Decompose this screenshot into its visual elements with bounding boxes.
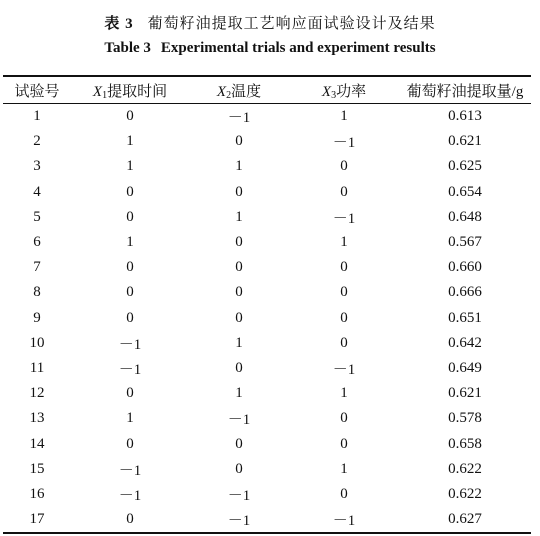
x3-cell: 0 (340, 284, 348, 301)
x1-cell: 1 (126, 158, 134, 175)
x1-cell: 0 (126, 108, 134, 125)
x2-variable: X (216, 83, 227, 100)
yield-cell: 0.658 (448, 435, 482, 452)
yield-cell: 0.622 (448, 485, 482, 502)
x1-cell: 1 (126, 410, 134, 427)
x2-cell: 0 (235, 133, 243, 150)
table-row (3, 331, 531, 356)
run-cell: 14 (29, 435, 45, 452)
yield-cell: 0.666 (448, 284, 482, 301)
yield-cell: 0.649 (448, 359, 482, 376)
yield-cell: 0.627 (399, 507, 531, 533)
yield-cell: 0.621 (448, 385, 482, 402)
table-row (3, 280, 531, 305)
run-cell: 17 (3, 507, 71, 533)
run-cell: 2 (33, 133, 41, 150)
caption-en-title: Experimental trials and experiment results (160, 40, 436, 56)
x2-cell: 0 (235, 183, 243, 200)
header-x1 (71, 76, 189, 104)
run-cell: 6 (33, 234, 41, 251)
x1-cell: －1 (118, 462, 142, 479)
table-row (3, 230, 531, 255)
run-cell: 5 (33, 208, 41, 225)
x3-cell: 0 (340, 309, 348, 326)
table-row (3, 406, 531, 431)
run-cell: 11 (29, 359, 45, 376)
x2-cell: 0 (235, 435, 243, 452)
table-row (3, 154, 531, 179)
yield-cell: 0.567 (448, 234, 482, 251)
run-cell: 9 (33, 309, 41, 326)
x1-cell: 1 (126, 234, 134, 251)
x2-cell: 0 (235, 284, 243, 301)
header-x3 (289, 76, 399, 104)
x1-cell: 0 (126, 259, 134, 276)
table-row (3, 431, 531, 456)
x1-cell: 0 (126, 183, 134, 200)
x3-cell: 1 (340, 460, 348, 477)
x3-cell: 0 (340, 435, 348, 452)
x1-cell: －1 (118, 487, 142, 504)
x3-subscript: 3 (331, 89, 337, 101)
run-cell: 10 (29, 334, 45, 351)
table-row (3, 129, 531, 154)
run-cell: 4 (33, 183, 41, 200)
yield-cell: 0.651 (448, 309, 482, 326)
x2-cell: 1 (235, 208, 243, 225)
header-yield (399, 76, 531, 104)
run-cell: 7 (33, 259, 41, 276)
x2-cell: 1 (235, 158, 243, 175)
yield-cell: 0.621 (448, 133, 482, 150)
results-table (3, 75, 531, 534)
x2-cell: －1 (227, 110, 251, 127)
x3-variable: X (321, 83, 332, 100)
x3-cell: 0 (340, 183, 348, 200)
table-row (3, 381, 531, 406)
x2-cell: 0 (235, 309, 243, 326)
x1-cell: －1 (118, 336, 142, 353)
x2-cell: 0 (235, 259, 243, 276)
yield-cell: 0.622 (448, 460, 482, 477)
x2-cell: 1 (235, 385, 243, 402)
x2-cell: 0 (235, 359, 243, 376)
run-cell: 16 (29, 485, 45, 502)
yield-cell: 0.613 (448, 108, 482, 125)
x1-cell: 1 (126, 133, 134, 150)
table-row (3, 507, 531, 533)
x1-cell: 0 (126, 208, 134, 225)
x3-name: 功率 (336, 83, 367, 100)
table-row (3, 482, 531, 507)
x2-cell: －1 (227, 412, 251, 429)
header-yield-label: 葡萄籽油提取量/g (406, 83, 524, 100)
table-row (3, 306, 531, 331)
x3-cell: －1 (289, 507, 399, 533)
run-cell: 1 (33, 108, 41, 125)
table-row (3, 104, 531, 130)
table-row (3, 180, 531, 205)
x2-cell: 1 (235, 334, 243, 351)
run-cell: 3 (33, 158, 41, 175)
run-cell: 8 (33, 284, 41, 301)
x2-subscript: 2 (226, 89, 232, 101)
x1-cell: －1 (118, 361, 142, 378)
yield-cell: 0.642 (448, 334, 482, 351)
x1-variable: X (92, 83, 103, 100)
header-run (3, 76, 71, 104)
x2-cell: －1 (189, 507, 289, 533)
x1-name: 提取时间 (107, 83, 168, 100)
x3-cell: －1 (332, 210, 356, 227)
caption-cn-title: 葡萄籽油提取工艺响应面试验设计及结果 (147, 16, 436, 32)
header-run-label: 试验号 (14, 83, 60, 100)
yield-cell: 0.648 (448, 208, 482, 225)
caption-en-label: Table 3 (104, 40, 151, 56)
table-row (3, 255, 531, 280)
table-caption-chinese (0, 12, 540, 33)
x3-cell: －1 (332, 135, 356, 152)
x2-cell: －1 (227, 487, 251, 504)
run-cell: 15 (29, 460, 45, 477)
header-x2 (189, 76, 289, 104)
x3-cell: 0 (340, 334, 348, 351)
yield-cell: 0.654 (448, 183, 482, 200)
x3-cell: 1 (340, 385, 348, 402)
x1-cell: 0 (126, 284, 134, 301)
x1-subscript: 1 (102, 89, 108, 101)
x3-cell: 0 (340, 485, 348, 502)
x3-cell: 0 (340, 259, 348, 276)
x3-cell: －1 (332, 361, 356, 378)
x2-cell: 0 (235, 234, 243, 251)
x2-name: 温度 (231, 83, 262, 100)
run-cell: 12 (29, 385, 45, 402)
table-row (3, 356, 531, 381)
x1-cell: 0 (126, 309, 134, 326)
header-row (3, 76, 531, 104)
yield-cell: 0.578 (448, 410, 482, 427)
x1-cell: 0 (71, 507, 189, 533)
run-cell: 13 (29, 410, 45, 427)
table-body (3, 104, 531, 534)
table-row (3, 457, 531, 482)
x3-cell: 0 (340, 158, 348, 175)
caption-cn-label: 表 3 (104, 16, 134, 32)
x1-cell: 0 (126, 435, 134, 452)
yield-cell: 0.625 (448, 158, 482, 175)
table-caption-english (0, 40, 540, 57)
x3-cell: 1 (340, 108, 348, 125)
yield-cell: 0.660 (448, 259, 482, 276)
x3-cell: 1 (340, 234, 348, 251)
x3-cell: 0 (340, 410, 348, 427)
x2-cell: 0 (235, 460, 243, 477)
table-row (3, 205, 531, 230)
x1-cell: 0 (126, 385, 134, 402)
